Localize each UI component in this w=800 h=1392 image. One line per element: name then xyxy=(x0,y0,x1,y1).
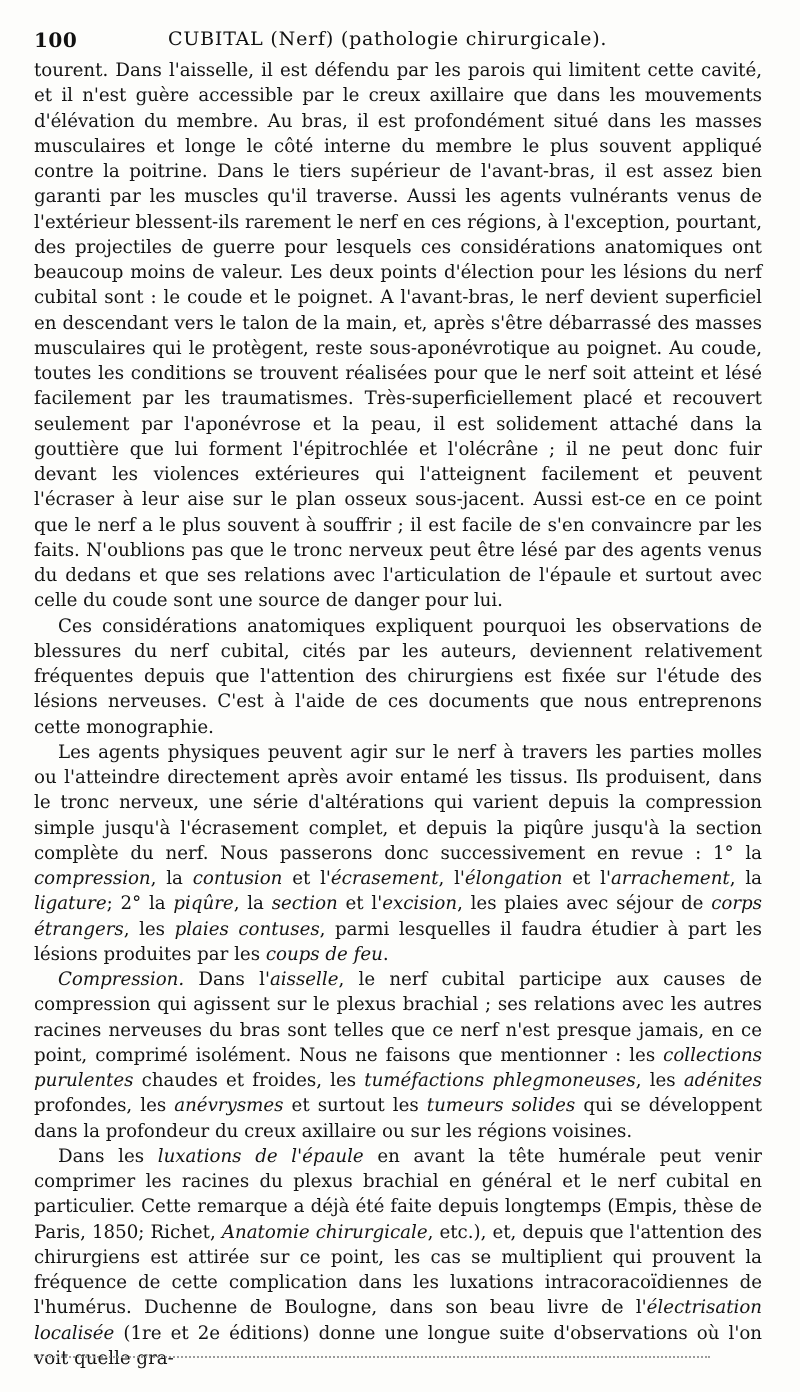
text-run: Dans les xyxy=(58,1145,158,1167)
footer-dotted-rule xyxy=(34,1356,710,1358)
italic-term: tuméfactions phlegmoneuses xyxy=(364,1070,636,1091)
text-run: tourent. Dans l'aisselle, il est défendu par les parois qui limitent cette cavité, et il n'est guère accessible par le creux axillaire que dans les mouvements d'élévation du membre. Au bras, il est profondément situé dans les masses musculaires et longe le côté interne du membre le plus souvent appliqué contre la poitrine. Dans le tiers supérieur de l'avant-bras, il est assez bien garanti par les muscles qu'il traverse. Aussi les agents vulnérants venus de l'extérieur blessent-ils rarement le nerf en ces régions, à l'exception, pourtant, des projectiles de guerre pour lesquels ces considérations anatomiques ont beaucoup moins de valeur. Les deux points d'élection pour les lésions du nerf cubital sont : le coude et le poignet. A l'avant-bras, le nerf devient superficiel en descendant vers le talon de la main, et, après s'être débarrassé des masses musculaires qui le protègent, reste sous-aponévrotique au poignet. Au coude, toutes les conditions se trouvent réalisées pour que le nerf soit atteint et lésé facilement par les traumatismes. Très-superficiellement placé et recouvert seulement par l'aponévrose et la peau, il est solidement attaché dans la gouttière que lui forment l'épitrochlée et l'olécrâne ; il ne peut donc fuir devant les violences extérieures qui l'atteignent facilement et peuvent l'écraser à leur aise sur le plan osseux sous-jacent. Aussi est-ce en ce point que le nerf a le plus souvent à souffrir ; il est facile de s'en convaincre par les faits. N'oublions pas que le tronc nerveux peut être lésé par des agents venus du dedans et que ses relations avec l'articulation de l'épaule et surtout avec celle du coude sont une source de danger pour lui. xyxy=(34,60,762,612)
page-number: 100 xyxy=(34,28,78,52)
text-run: Dans l' xyxy=(184,969,270,990)
text-run: chaudes et froides, les xyxy=(133,1070,365,1091)
text-run: profondes, les xyxy=(34,1095,175,1117)
italic-term: piqûre xyxy=(173,893,234,915)
text-run: . xyxy=(382,943,389,965)
text-run: en avant la tête humérale peut venir comprimer les racines du plexus brachial en général et le nerf cubital en particulier. Cette remarque a déjà été faite depuis longtemps (Empis, thèse de Paris, 1850; Richet, xyxy=(34,1145,762,1243)
text-run: , les xyxy=(123,918,175,940)
italic-term: plaies contuses xyxy=(174,918,320,940)
section-heading-compression: Compression. xyxy=(58,969,185,990)
text-run: , le nerf cubital participe aux causes de compression qui agissent sur le plexus brachial ; ses relations avec les autres racines nerveuses du bras sont telles que ce nerf n'est presque jamais, en ce point, comprimé isolément. Nous ne faisons que mentionner : les xyxy=(34,969,763,1066)
text-run: , parmi lesquelles il faudra étudier à part les lésions produites par les xyxy=(34,918,762,965)
text-run: et l' xyxy=(282,868,331,889)
italic-term: électrisation localisée xyxy=(34,1297,762,1344)
italic-term: excision xyxy=(382,893,458,915)
text-run: (1re et 2e éditions) donne une longue suite d'observations où l'on voit quelle gra- xyxy=(34,1322,762,1369)
italic-term: luxations de l'épaule xyxy=(157,1145,364,1167)
italic-term: anévrysmes xyxy=(174,1095,284,1117)
body-text xyxy=(34,58,762,1371)
text-run: , la xyxy=(150,868,193,889)
italic-term: contusion xyxy=(192,868,283,889)
italic-term: arrachement xyxy=(610,868,730,889)
italic-term: écrasement xyxy=(330,868,439,889)
text-run: , les plaies avec séjour de xyxy=(457,893,712,915)
italic-term: adénites xyxy=(683,1070,763,1091)
italic-term: Anatomie chirurgicale xyxy=(221,1221,428,1243)
paragraph-physical-agents xyxy=(34,740,762,967)
paragraph-luxations xyxy=(34,1144,762,1371)
italic-term: compression xyxy=(34,868,151,889)
running-header xyxy=(34,24,762,60)
text-run: qui se développent dans la profondeur du creux axillaire ou sur les régions voisines. xyxy=(34,1095,762,1142)
text-run: et surtout les xyxy=(283,1095,427,1117)
text-run: , les xyxy=(635,1070,684,1091)
text-run: ; 2° la xyxy=(106,893,174,915)
text-run: et l' xyxy=(337,893,383,915)
italic-term: ligature xyxy=(34,893,107,915)
text-run: , etc.), et, depuis que l'attention des chirurgiens est attirée sur ce point, les cas se multiplient qui prouvent la fréquence de cette complication dans les luxations intracoracoïdiennes de l'humérus. Duchenne de Boulogne, dans son beau livre de l' xyxy=(34,1221,762,1319)
paragraph-anatomy xyxy=(34,58,762,614)
italic-term: élongation xyxy=(464,868,563,889)
text-run: Les agents physiques peuvent agir sur le nerf à travers les parties molles ou l'atteindre directement après avoir entamé les tissus. Ils produisent, dans le tronc nerveux, une série d'altérations qui varient depuis la compression simple jusqu'à l'écrasement complet, et depuis la piqûre jusqu'à la section complète du nerf. Nous passerons donc successivement en revue : 1° la xyxy=(34,741,762,864)
text-run: , la xyxy=(729,868,762,889)
text-run: , la xyxy=(233,893,272,915)
running-title: CUBITAL (Nerf) (pathologie chirurgicale). xyxy=(168,28,608,50)
italic-term: collections purulentes xyxy=(34,1044,762,1091)
paragraph-observations xyxy=(34,614,762,740)
italic-term: aisselle xyxy=(269,969,339,990)
italic-term: corps étrangers xyxy=(34,893,763,940)
italic-term: tumeurs solides xyxy=(426,1095,576,1117)
italic-term: coups de feu xyxy=(265,943,383,965)
text-run: , l' xyxy=(438,868,465,889)
text-run: Ces considérations anatomiques expliquent pourquoi les observations de blessures du nerf cubital, cités par les auteurs, deviennent relativement fréquentes depuis que l'attention des chirurgiens est fixée sur l'étude des lésions nerveuses. C'est à l'aide de ces documents que nous entreprenons cette monographie. xyxy=(34,615,762,738)
text-run: et l' xyxy=(562,868,611,889)
italic-term: section xyxy=(271,893,338,915)
paragraph-compression xyxy=(34,967,762,1144)
